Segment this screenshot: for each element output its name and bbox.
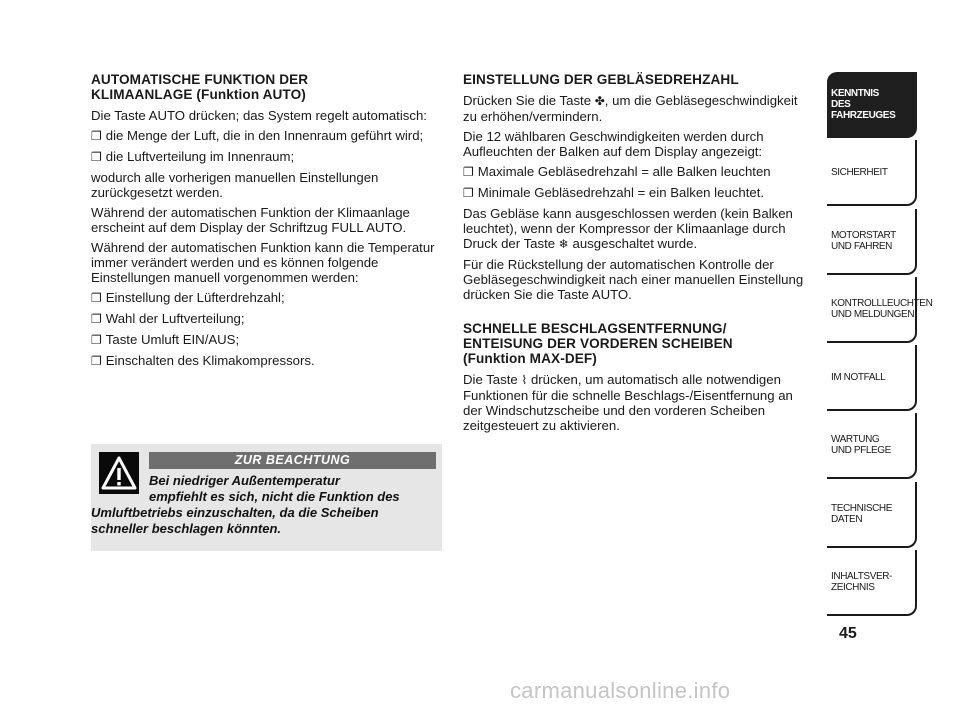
bullet-box-icon: ❐ [463,165,474,179]
left-column [91,72,437,374]
list-item [91,149,437,165]
list-item [91,353,437,369]
tab-wartung[interactable] [827,413,917,479]
paragraph: Die Taste AUTO drücken; das System regelt automatisch: [91,108,427,123]
tab-sicherheit[interactable] [827,140,917,206]
tab-label: SICHERHEIT [831,166,888,178]
bullet-box-icon: ❐ [91,129,102,143]
tab-technische-daten[interactable] [827,482,917,548]
tab-label: KENNTNIS DES FAHRZEUGES [831,87,896,121]
list-item [91,128,437,144]
heading-line: KLIMAANLAGE (Funktion AUTO) [91,87,306,102]
tab-motorstart[interactable] [827,209,917,275]
text-run: ausgeschaltet wurde. [572,236,698,251]
section-heading-max-def [463,321,815,366]
page-number: 45 [839,625,857,642]
tab-label: WARTUNG UND PFLEGE [831,434,891,456]
list-item-text: Maximale Gebläsedrehzahl = alle Balken leuchten [477,164,771,179]
paragraph: Die 12 wählbaren Geschwindigkeiten werden durch Aufleuchten der Balken auf dem Display angezeigt: [463,129,764,159]
paragraph: Für die Rückstellung der automatischen Kontrolle der Gebläsegeschwindigkeit nach einer manuellen Einstellung drücken Sie die Taste AUTO. [463,257,804,302]
snowflake-icon: ❄ [558,237,569,251]
text-run: Die Taste [463,372,518,387]
section-heading-auto [91,72,437,102]
list-item-text: die Luftverteilung im Innenraum; [105,149,295,164]
text-run: , um die Gebläsegeschwindigkeit zu erhöhen/vermindern. [463,93,798,124]
windshield-defrost-icon: ⌇ [521,373,528,387]
list-item-text: Taste Umluft EIN/AUS; [105,332,240,347]
tab-label: TECHNISCHE DATEN [831,503,893,525]
text-run: Das Gebläse kann ausgeschlossen werden (kein Balken leuchtet), wenn der Kompressor der Klimaanlage durch Druck der Taste [463,206,793,251]
spacer [463,307,815,321]
bullet-box-icon: ❐ [91,150,102,164]
heading-line: AUTOMATISCHE FUNKTION DER [91,72,309,87]
text-run: Drücken Sie die Taste [463,93,592,108]
list-item-text: die Menge der Luft, die in den Innenraum geführt wird; [105,128,424,143]
list-item [463,185,815,201]
list-item [91,332,437,348]
tab-label: MOTORSTART UND FAHREN [831,230,896,252]
tab-label: INHALTSVER- ZEICHNIS [831,571,892,593]
tab-label: IM NOTFALL [831,371,886,383]
heading-line: (Funktion MAX-DEF) [463,351,597,366]
bullet-box-icon: ❐ [91,312,102,326]
heading-line: SCHNELLE BESCHLAGSENTFERNUNG/ [463,321,727,336]
tab-kontrollleuchten[interactable] [827,277,933,343]
warning-line: empfiehlt es sich, nicht die Funktion des [149,489,400,504]
list-item [91,290,437,306]
tab-im-notfall[interactable] [827,345,917,411]
list-item-text: Einschalten des Klimakompressors. [105,353,315,368]
paragraph: wodurch alle vorherigen manuellen Einstellungen zurückgesetzt werden. [91,170,379,200]
tab-label: KONTROLLLEUCHTEN UND MELDUNGEN [831,298,933,320]
bullet-box-icon: ❐ [91,291,102,305]
list-item-text: Minimale Gebläsedrehzahl = ein Balken leuchtet. [477,185,765,200]
paragraph [463,93,815,124]
watermark: carmanualsonline.info [510,678,731,703]
paragraph [463,372,815,433]
bullet-box-icon: ❐ [463,186,474,200]
middle-column [463,72,815,438]
bullet-box-icon: ❐ [91,333,102,347]
paragraph [463,206,815,252]
warning-line: Bei niedriger Außentemperatur [149,473,340,488]
paragraph: Während der automatischen Funktion der Klimaanlage erscheint auf dem Display der Schriftzug FULL AUTO. [91,205,410,235]
bullet-box-icon: ❐ [91,354,102,368]
warning-text [91,473,431,537]
section-heading-fan-speed: EINSTELLUNG DER GEBLÄSEDREHZAHL [463,72,739,87]
heading-line: ENTEISUNG DER VORDEREN SCHEIBEN [463,336,733,351]
tab-kenntnis[interactable] [827,72,917,138]
warning-line: Umluftbetriebs einzuschalten, da die Scheiben schneller beschlagen könnten. [91,505,379,536]
list-item [463,164,815,180]
list-item-text: Einstellung der Lüfterdrehzahl; [105,290,285,305]
tab-inhaltsverzeichnis[interactable] [827,550,917,616]
fan-icon: ✤ [594,94,605,108]
warning-label: ZUR BEACHTUNG [149,452,436,469]
list-item [91,311,437,327]
list-item-text: Wahl der Luftverteilung; [105,311,245,326]
text-run: drücken, um automatisch alle notwendigen Funktionen für die schnelle Beschlags-/Eisentfernung an der Windschutzscheibe und den vorderen Scheiben zeitgesteuert zu aktivieren. [463,372,793,433]
paragraph: Während der automatischen Funktion kann die Temperatur immer verändert werden und es können folgende Einstellungen manuell vorgenommen werden: [91,240,435,285]
warning-box [91,444,442,551]
